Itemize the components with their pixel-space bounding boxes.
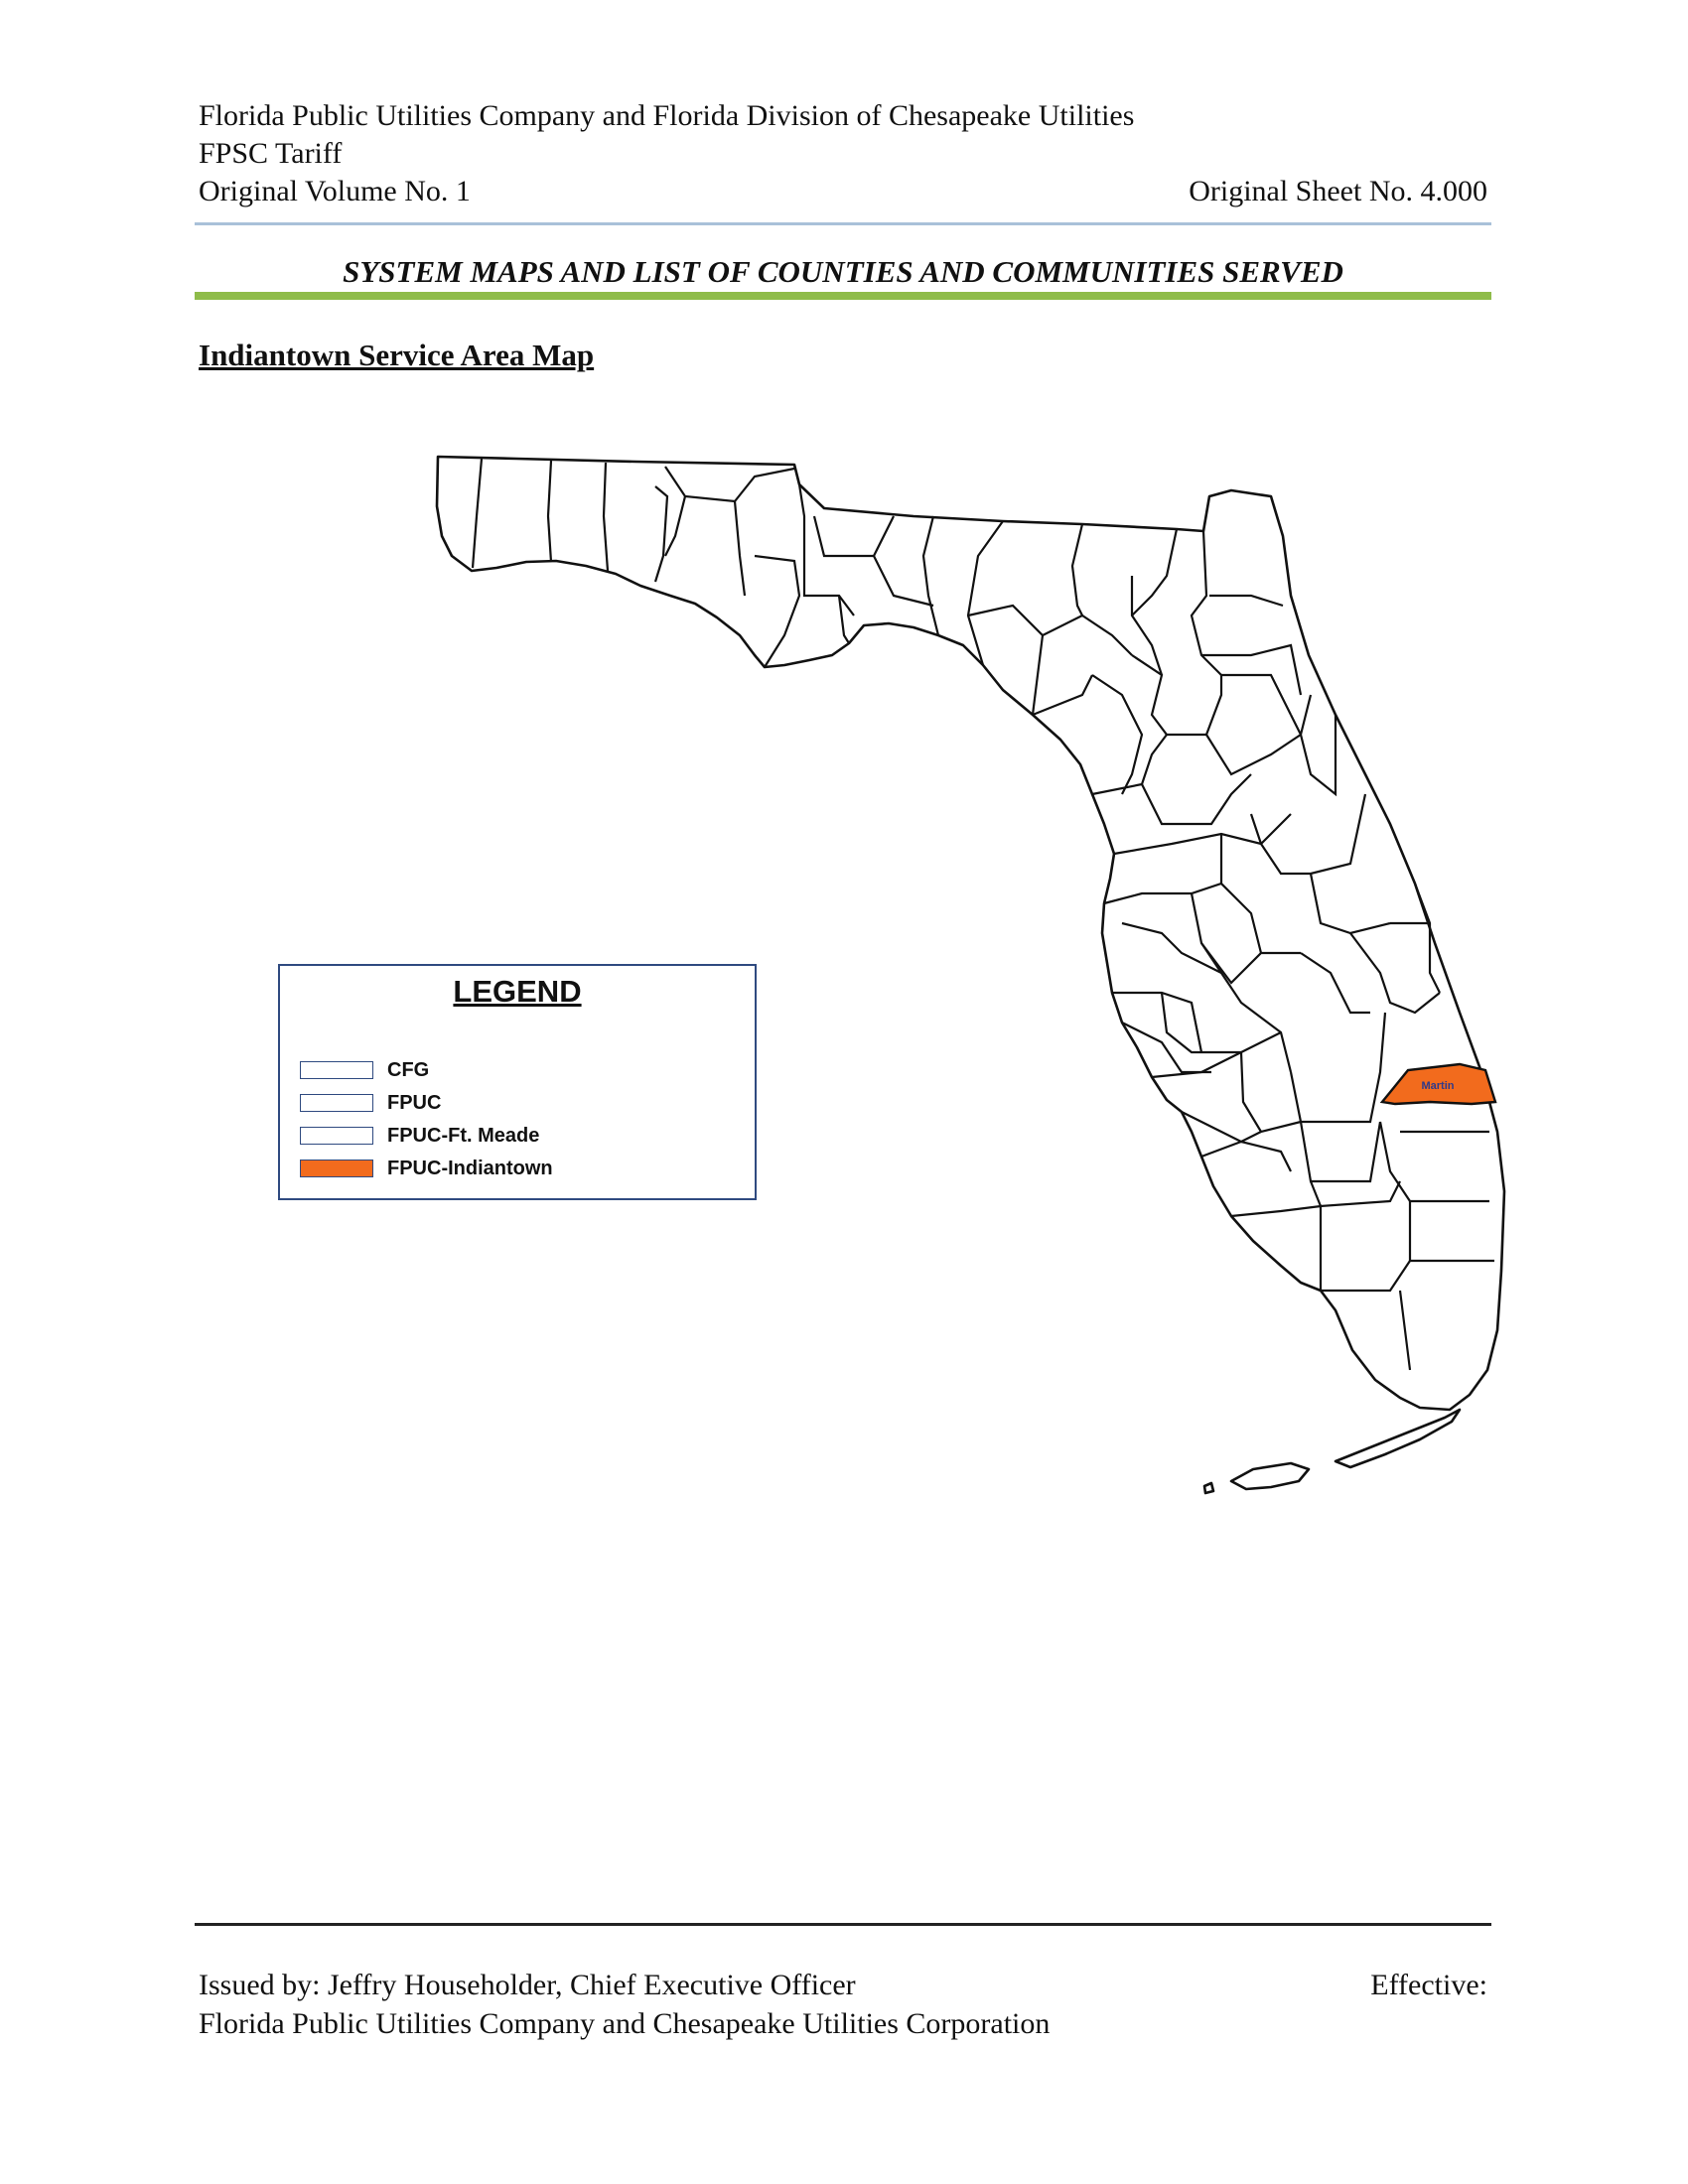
footer-issued-by: Issued by: Jeffry Householder, Chief Executive Officer <box>199 1969 856 2001</box>
legend-swatch-fpuc-ft-meade <box>300 1127 373 1145</box>
legend-label-fpuc-indiantown: FPUC-Indiantown <box>387 1157 553 1179</box>
footer-effective: Effective: <box>1370 1969 1487 2001</box>
map-heading: Indiantown Service Area Map <box>199 338 595 372</box>
legend-label-cfg: CFG <box>387 1058 430 1081</box>
header-volume: Original Volume No. 1 <box>199 175 471 207</box>
header-sheet-number: Original Sheet No. 4.000 <box>1189 175 1487 207</box>
legend-item-cfg <box>300 1059 429 1081</box>
header-company-line: Florida Public Utilities Company and Florida Division of Chesapeake Utilities <box>199 99 1135 132</box>
header-tariff-line: FPSC Tariff <box>199 137 343 170</box>
footer-issued-row <box>199 1966 1487 2004</box>
section-title: SYSTEM MAPS AND LIST OF COUNTIES AND COMMUNITIES SERVED <box>343 254 1343 289</box>
legend-label-fpuc-ft-meade: FPUC-Ft. Meade <box>387 1124 540 1147</box>
legend-item-fpuc-ft-meade <box>300 1125 539 1147</box>
map-legend <box>278 964 757 1200</box>
footer-divider <box>195 1923 1491 1926</box>
legend-swatch-fpuc <box>300 1094 373 1112</box>
legend-swatch-cfg <box>300 1061 373 1079</box>
legend-item-fpuc <box>300 1092 441 1114</box>
legend-item-fpuc-indiantown <box>300 1158 553 1179</box>
legend-swatch-fpuc-indiantown <box>300 1160 373 1177</box>
legend-title: LEGEND <box>453 974 582 1009</box>
page-footer <box>199 1966 1487 2043</box>
footer-company: Florida Public Utilities Company and Chesapeake Utilities Corporation <box>199 2007 1051 2040</box>
legend-label-fpuc: FPUC <box>387 1091 442 1114</box>
martin-county-label: Martin <box>1421 1080 1455 1092</box>
